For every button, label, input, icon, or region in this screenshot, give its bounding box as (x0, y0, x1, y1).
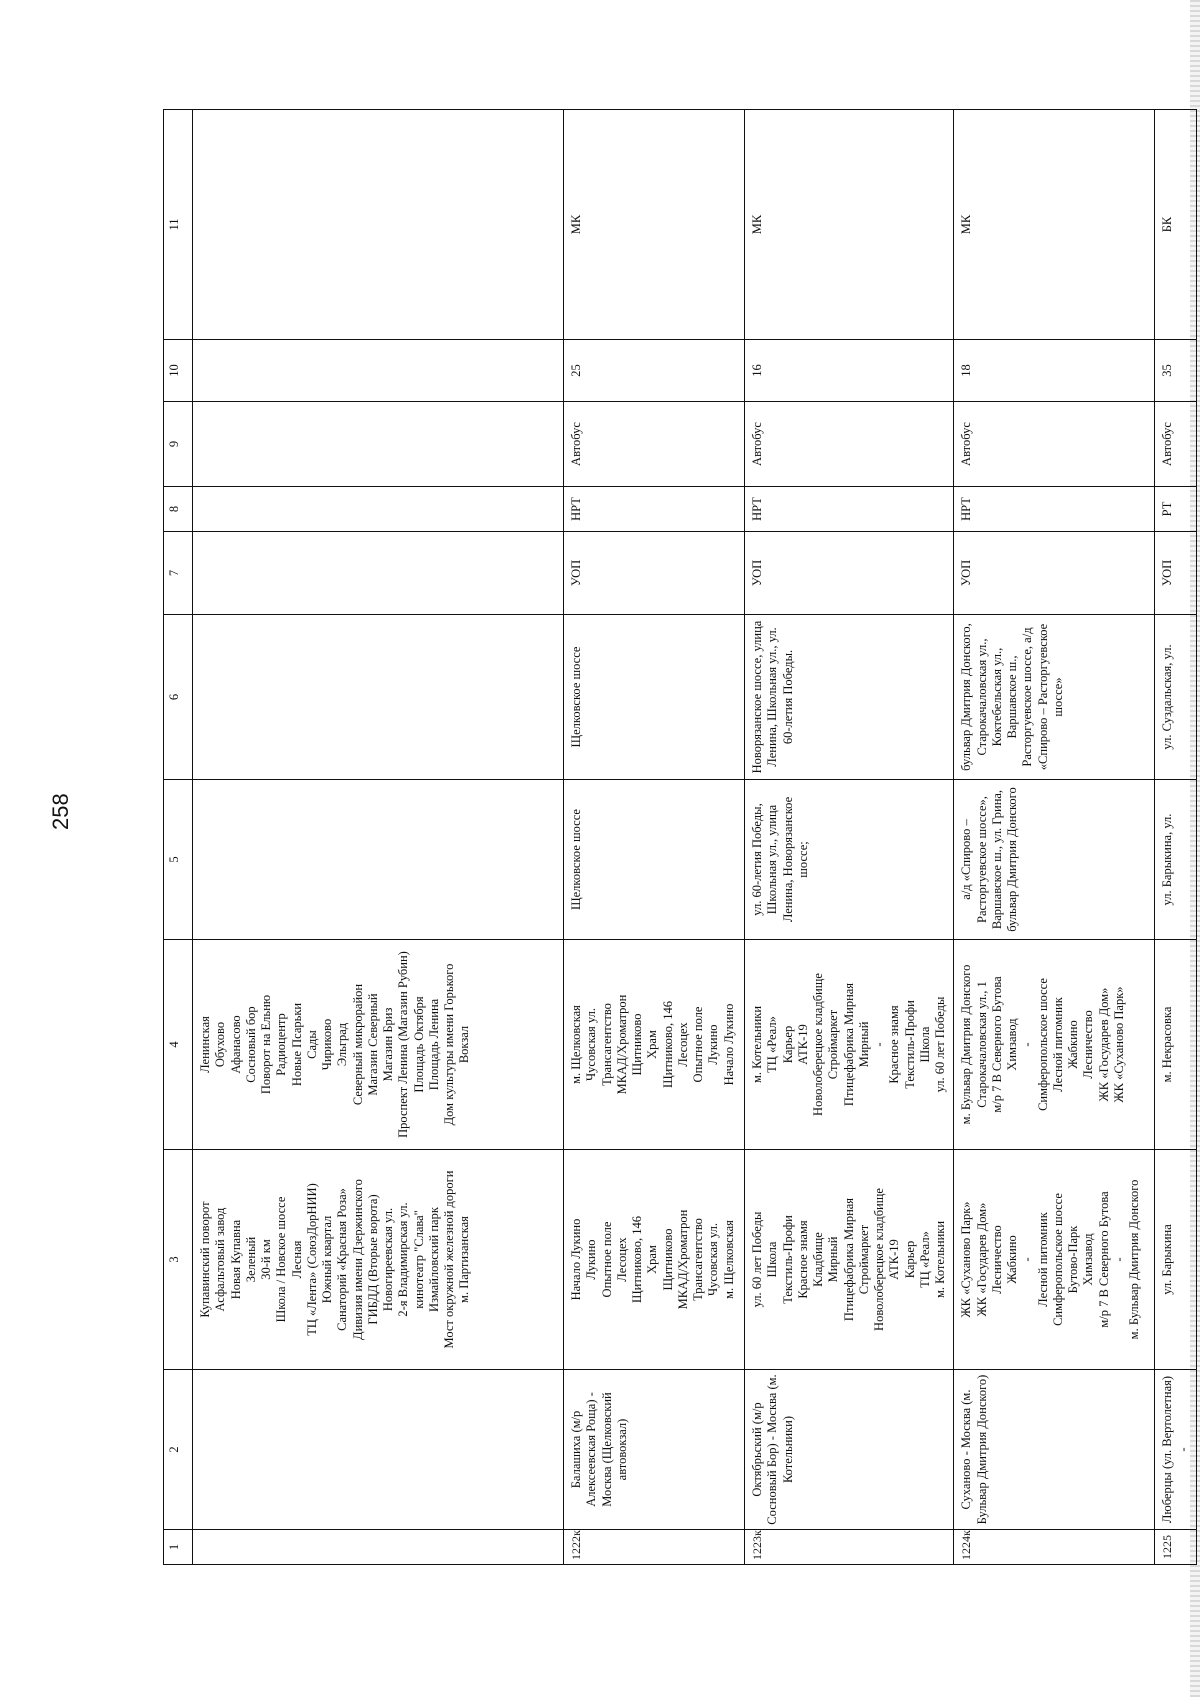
table-row (745, 110, 954, 1565)
streets-backward: бульвар Дмитрия Донского, Старокачаловская ул., Коктебельская ул., Варшавское ш., Расторгуевское шоссе, а/д «Спирово – Расторгуевское шоссе» (954, 615, 1155, 780)
route-name (193, 1370, 564, 1530)
vehicle-count: 25 (564, 340, 745, 402)
route-name: Суханово - Москва (м. Бульвар Дмитрия Донского) (954, 1370, 1155, 1530)
stops-forward: Начало Лукино Лукино Опытное поле Лесоцех Щитниково, 146 Храм Щитниково МКАД/Хроматрон Трансагентство Чусовская ул. м. Щелковская (564, 1150, 745, 1370)
routes-table (163, 109, 1197, 1565)
tariff-type: НРТ (564, 487, 745, 532)
table-row (1155, 110, 1197, 1565)
order-type: УОП (745, 532, 954, 615)
route-name: Балашиха (м/р Алексеевская Роща) - Москва (Щелковский автовокзал) (564, 1370, 745, 1530)
col-header-6: 6 (164, 615, 193, 780)
route-number: 1223к (745, 1530, 954, 1565)
vehicle-count (193, 340, 564, 402)
route-number: 1224к (954, 1530, 1155, 1565)
rotated-page (163, 110, 1190, 1565)
route-name: Люберцы (ул. Вертолетная) - (1155, 1370, 1197, 1530)
tariff-type: РТ (1155, 487, 1197, 532)
col-header-4: 4 (164, 940, 193, 1150)
vehicle-type: Автобус (745, 402, 954, 487)
table-row (193, 110, 564, 1565)
streets-backward (193, 615, 564, 780)
vehicle-type: Автобус (1155, 402, 1197, 487)
route-number: 1222к (564, 1530, 745, 1565)
vehicle-count: 35 (1155, 340, 1197, 402)
streets-forward (193, 780, 564, 940)
table-row (954, 110, 1155, 1565)
streets-backward: Новорязанское шоссе, улица Ленина, Школьная ул., ул. 60-летия Победы. (745, 615, 954, 780)
col-header-3: 3 (164, 1150, 193, 1370)
col-header-2: 2 (164, 1370, 193, 1530)
stops-backward: Ленинская Обухово Афанасово Сосновый бор Поворот на Ельню Радиоцентр Новые Псарьки Сады Чириково Эльград Северный микрорайон Магазин Северный Магазин Бриз Проспект Ленина (Магазин Рубин) Площадь Октября Площадь Ленина Дом культуры имени Горького Вокзал (193, 940, 564, 1150)
stops-backward: м. Котельники ТЦ «Реал» Карьер АТК-19 Новолоберецкое кладбище Строймаркет Птицефабрика Мирная Мирный - Красное знамя Текстиль-Профи Школа ул. 60 лет Победы (745, 940, 954, 1150)
streets-backward: ул. Суздальская, ул. (1155, 615, 1197, 780)
tariff-type: НРТ (954, 487, 1155, 532)
streets-backward: Щелковское шоссе (564, 615, 745, 780)
col-header-7: 7 (164, 532, 193, 615)
vehicle-class: МК (564, 110, 745, 340)
order-type (193, 532, 564, 615)
vehicle-class: МК (745, 110, 954, 340)
col-header-9: 9 (164, 402, 193, 487)
route-name: Октябрьский (м/р Сосновый Бор) - Москва (м. Котельники) (745, 1370, 954, 1530)
streets-forward: ул. 60-летия Победы, Школьная ул., улица Ленина, Новорязанское шоссе; (745, 780, 954, 940)
page-number: 258 (48, 793, 73, 830)
col-header-8: 8 (164, 487, 193, 532)
streets-forward: а/д «Спирово – Расторгуевское шоссе», Варшавское ш., ул. Грина, бульвар Дмитрия Донского (954, 780, 1155, 940)
stops-backward: м. Бульвар Дмитрия Донского Старокачаловская ул., 1 м/р 7 В Северного Бутова Химзавод - Симферопольское шоссе Лесной питомник Жабкино Лесничество ЖК «Государев Дом» ЖК «Суханово Парк» (954, 940, 1155, 1150)
table-row (564, 110, 745, 1565)
vehicle-type (193, 402, 564, 487)
vehicle-class (193, 110, 564, 340)
order-type: УОП (1155, 532, 1197, 615)
col-header-1: 1 (164, 1530, 193, 1565)
stops-forward: Купавинский поворот Асфальтовый завод Новая Купавна Зеленый 30-й км Школа / Новское шоссе Лесная ТЦ «Лента» (СоюзДорНИИ) Южный квартал Санаторий «Красная Роза» Дивизия имени Дзержинского ГИБДД (Вторые ворота) Новогиреевская ул. 2-я Владимирская ул. кинотеатр "Слава" Измайловский парк Мост окружной железной дороги м. Партизанская (193, 1150, 564, 1370)
col-header-10: 10 (164, 340, 193, 402)
stops-forward: ул. 60 лет Победы Школа Текстиль-Профи Красное знамя Кладбище Мирный Птицефабрика Мирная Строймаркет Новолоберецкое кладбище АТК-19 Карьер ТЦ «Реал» м. Котельники (745, 1150, 954, 1370)
col-header-5: 5 (164, 780, 193, 940)
vehicle-class: БК (1155, 110, 1197, 340)
route-number: 1225 (1155, 1530, 1197, 1565)
tariff-type (193, 487, 564, 532)
order-type: УОП (564, 532, 745, 615)
streets-forward: ул. Барыкина, ул. (1155, 780, 1197, 940)
stops-forward: ЖК «Суханово Парк» ЖК «Государев Дом» Лесничество Жабкино - Лесной питомник Симферопольское шоссе Бутово-Парк Химзавод м/р 7 В Северного Бутова - м. Бульвар Дмитрия Донского (954, 1150, 1155, 1370)
route-number (193, 1530, 564, 1565)
vehicle-count: 16 (745, 340, 954, 402)
tariff-type: НРТ (745, 487, 954, 532)
header-row (164, 110, 193, 1565)
stops-backward: м. Некрасовка (1155, 940, 1197, 1150)
streets-forward: Щелковское шоссе (564, 780, 745, 940)
vehicle-class: МК (954, 110, 1155, 340)
col-header-11: 11 (164, 110, 193, 340)
order-type: УОП (954, 532, 1155, 615)
vehicle-type: Автобус (954, 402, 1155, 487)
stops-forward: ул. Барыкина (1155, 1150, 1197, 1370)
vehicle-count: 18 (954, 340, 1155, 402)
stops-backward: м. Щелковская Чусовская ул. Трансагентство МКАД/Хроматрон Щитниково Храм Щитниково, 146 Лесоцех Опытное поле Лукино Начало Лукино (564, 940, 745, 1150)
vehicle-type: Автобус (564, 402, 745, 487)
